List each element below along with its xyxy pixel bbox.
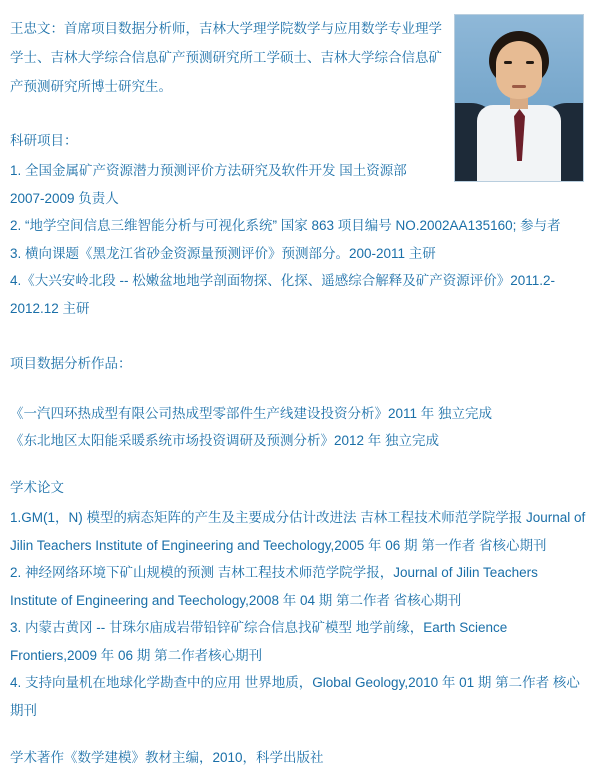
profile-intro: 王忠文：首席项目数据分析师，吉林大学理学院数学与应用数学专业理学学士、吉林大学综合信息矿产预测研究所工学硕士、吉林大学综合信息矿产预测研究所博士研究生。 <box>10 21 442 94</box>
spacer <box>10 380 586 400</box>
spacer <box>10 454 586 474</box>
portrait-photo <box>454 14 584 182</box>
data-analysis-work-item: 《一汽四环热成型有限公司热成型零部件生产线建设投资分析》2011 年 独立完成 <box>10 406 493 421</box>
paper-item: 2. 神经网络环境下矿山规模的预测 吉林工程技术师范学院学报，Journal of Jilin Teachers Institute of Engineering and Teechology,2008 年 04 期 第二作者 省核心期刊 <box>10 565 538 608</box>
data-analysis-works-title: 项目数据分析作品： <box>10 356 132 371</box>
face-shape <box>496 41 542 99</box>
paper-item: 3. 内蒙古黄冈 -- 甘珠尔庙成岩带铅锌矿综合信息找矿模型 地学前缘，Earth Science Frontiers,2009 年 06 期 第二作者核心期刊 <box>10 620 508 663</box>
research-projects-title: 科研项目： <box>10 133 78 148</box>
data-analysis-work-item: 《东北地区太阳能采暖系统市场投资调研及预测分析》2012 年 独立完成 <box>10 433 440 448</box>
spacer <box>10 322 586 350</box>
research-project-item: 1. 全国金属矿产资源潜力预测评价方法研究及软件开发 国土资源部 2007-2009 负责人 <box>10 163 407 206</box>
eye-right-shape <box>526 61 534 64</box>
research-project-item: 4.《大兴安岭北段 -- 松嫩盆地地学剖面物探、化探、遥感综合解释及矿产资源评价》2011.2-2012.12 主研 <box>10 273 556 316</box>
paper-item: 1.GM(1，N) 模型的病态矩阵的产生及主要成分估计改进法 吉林工程技术师范学院学报 Journal of Jilin Teachers Institute of Engineering and Teechology,2005 年 06 期 第一作者 省核心期刊 <box>10 510 586 553</box>
paper-item: 4. 支持向量机在地球化学勘查中的应用 世界地质，Global Geology,2010 年 01 期 第二作者 核心期刊 <box>10 675 580 718</box>
spacer <box>10 724 586 744</box>
eye-left-shape <box>504 61 512 64</box>
mouth-shape <box>512 85 526 88</box>
papers-title: 学术论文 <box>10 480 64 495</box>
research-project-item: 3. 横向课题《黑龙江省砂金资源量预测评价》预测部分。200-2011 主研 <box>10 245 436 261</box>
research-project-item: 2. “地学空间信息三维智能分析与可视化系统” 国家 863 项目编号 NO.2002AA135160; 参与者 <box>10 218 561 233</box>
academic-book: 学术著作《数学建模》教材主编，2010，科学出版社 <box>10 750 324 765</box>
